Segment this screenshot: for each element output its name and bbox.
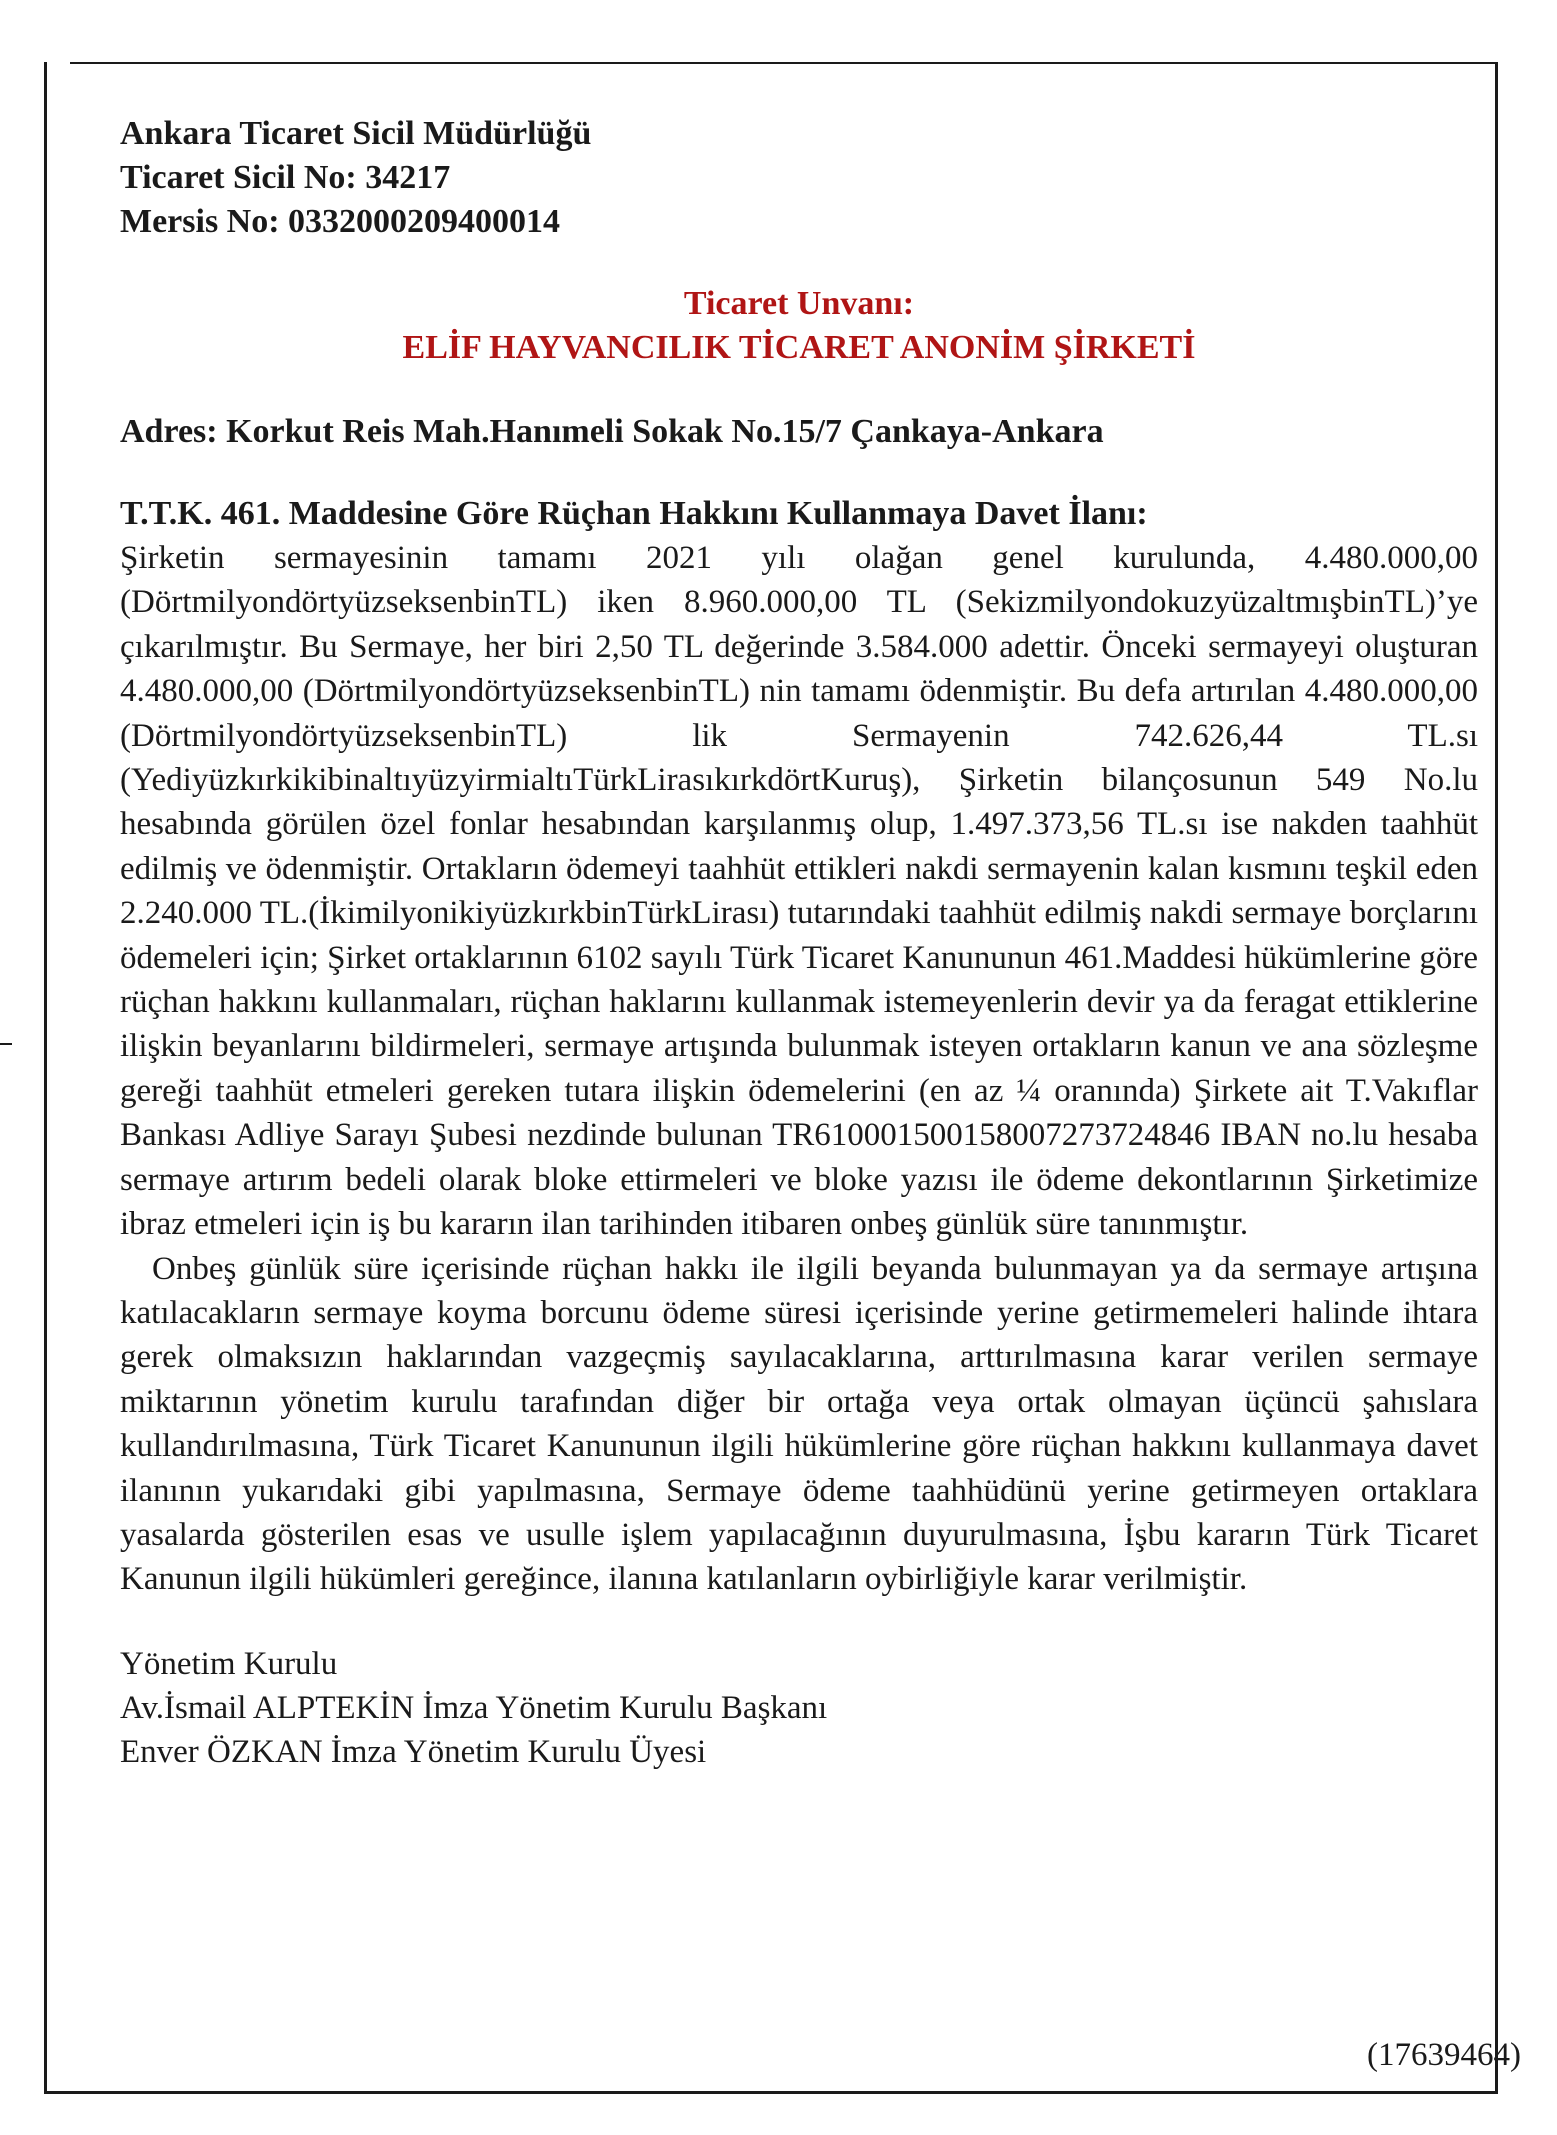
notice-paragraph-2: Onbeş günlük süre içerisinde rüçhan hakkı ile ilgili beyanda bulunmayan ya da sermaye artışına katılacakların sermaye koyma borcunu ödeme süresi içerisinde yerine getirmemeleri halinde ihtara gerek olmaksızın haklarından vazgeçmiş sayılacaklarına, arttırılmasına karar verilen sermaye miktarının yönetim kurulu tarafından diğer bir ortağa veya ortak olmayan üçüncü şahıslara kullandırılmasına, Türk Ticaret Kanununun ilgili hükümlerine göre rüçhan hakkını kullanmaya davet ilanının yukarıdaki gibi yapılmasına, Sermaye ödeme taahhüdünü yerine getirmeyen ortaklara yasalarda gösterilen esas ve usulle işlem yapılacağının duyurulmasına, İşbu kararın Türk Ticaret Kanunun ilgili hükümleri gereğince, ilanına katılanların oybirliğiyle karar verilmiştir.	[120, 1250, 1478, 1598]
frame-top-border	[70, 62, 1497, 64]
registry-name: Ankara Ticaret Sicil Müdürlüğü	[120, 115, 592, 152]
frame-bottom-border	[44, 2091, 1498, 2094]
notice-title: T.T.K. 461. Maddesine Göre Rüçhan Hakkını Kullanmaya Davet İlanı:	[120, 495, 1148, 532]
reference-number: (17639464)	[1367, 2037, 1521, 2073]
frame-left-border	[44, 62, 47, 2094]
member-signature: Enver ÖZKAN İmza Yönetim Kurulu Üyesi	[120, 1733, 707, 1770]
company-name: ELİF HAYVANCILIK TİCARET ANONİM ŞİRKETİ	[402, 329, 1196, 366]
mersis-number: Mersis No: 0332000209400014	[120, 203, 561, 240]
company-title-block	[120, 282, 1478, 370]
registry-number: Ticaret Sicil No: 34217	[120, 159, 451, 196]
company-address: Adres: Korkut Reis Mah.Hanımeli Sokak No.15/7 Çankaya-Ankara	[120, 413, 1104, 450]
signature-block	[120, 1642, 1478, 1774]
chair-signature: Av.İsmail ALPTEKİN İmza Yönetim Kurulu Başkanı	[120, 1689, 828, 1726]
notice-paragraph-1: Şirketin sermayesinin tamamı 2021 yılı olağan genel kurulunda, 4.480.000,00 (DörtmilyondörtyüzseksenbinTL) iken 8.960.000,00 TL (SekizmilyondokuzyüzaltmışbinTL)’ye çıkarılmıştır. Bu Sermaye, her biri 2,50 TL değerinde 3.584.000 adettir. Önceki sermayeyi oluşturan 4.480.000,00 (DörtmilyondörtyüzseksenbinTL) nin tamamı ödenmiştir. Bu defa artırılan 4.480.000,00 (DörtmilyondörtyüzseksenbinTL) lik Sermayenin 742.626,44 TL.sı (YediyüzkırkikibinaltıyüzyirmialtıTürkLirasıkırkdörtKuruş), Şirketin bilançosunun 549 No.lu hesabında görülen özel fonlar hesabından karşılanmış olup, 1.497.373,56 TL.sı ise nakden taahhüt edilmiş ve ödenmiştir. Ortakların ödemeyi taahhüt ettikleri nakdi sermayenin kalan kısmını teşkil eden 2.240.000 TL.(İkimilyonikiyüzkırkbinTürkLirası) tutarındaki taahhüt edilmiş nakdi sermaye borçlarını ödemeleri için; Şirket ortaklarının 6102 sayılı Türk Ticaret Kanununun 461.Maddesi hükümlerine göre rüçhan hakkını kullanmaları, rüçhan haklarını kullanmak istemeyenlerin devir ya da feragat ettiklerine ilişkin beyanlarını bildirmeleri, sermaye artışında bulunmak isteyen ortakların kanun ve ana sözleşme gereği taahhüt etmeleri gereken tutara ilişkin ödemelerini (en az ¼ oranında) Şirkete ait T.Vakıflar Bankası Adliye Sarayı Şubesi nezdinde bulunan TR610001500158007273724846 IBAN no.lu hesaba sermaye artırım bedeli olarak bloke ettirmeleri ve bloke yazısı ile ödeme dekontlarının Şirketimize ibraz etmeleri için iş bu kararın ilan tarihinden itibaren onbeş günlük süre tanınmıştır.	[120, 540, 1478, 1243]
margin-tick-mark	[0, 1043, 12, 1045]
notice-content	[120, 112, 1478, 1774]
frame-right-border	[1495, 62, 1498, 2094]
trade-name-label: Ticaret Unvanı:	[683, 285, 915, 322]
board-label: Yönetim Kurulu	[120, 1645, 338, 1682]
